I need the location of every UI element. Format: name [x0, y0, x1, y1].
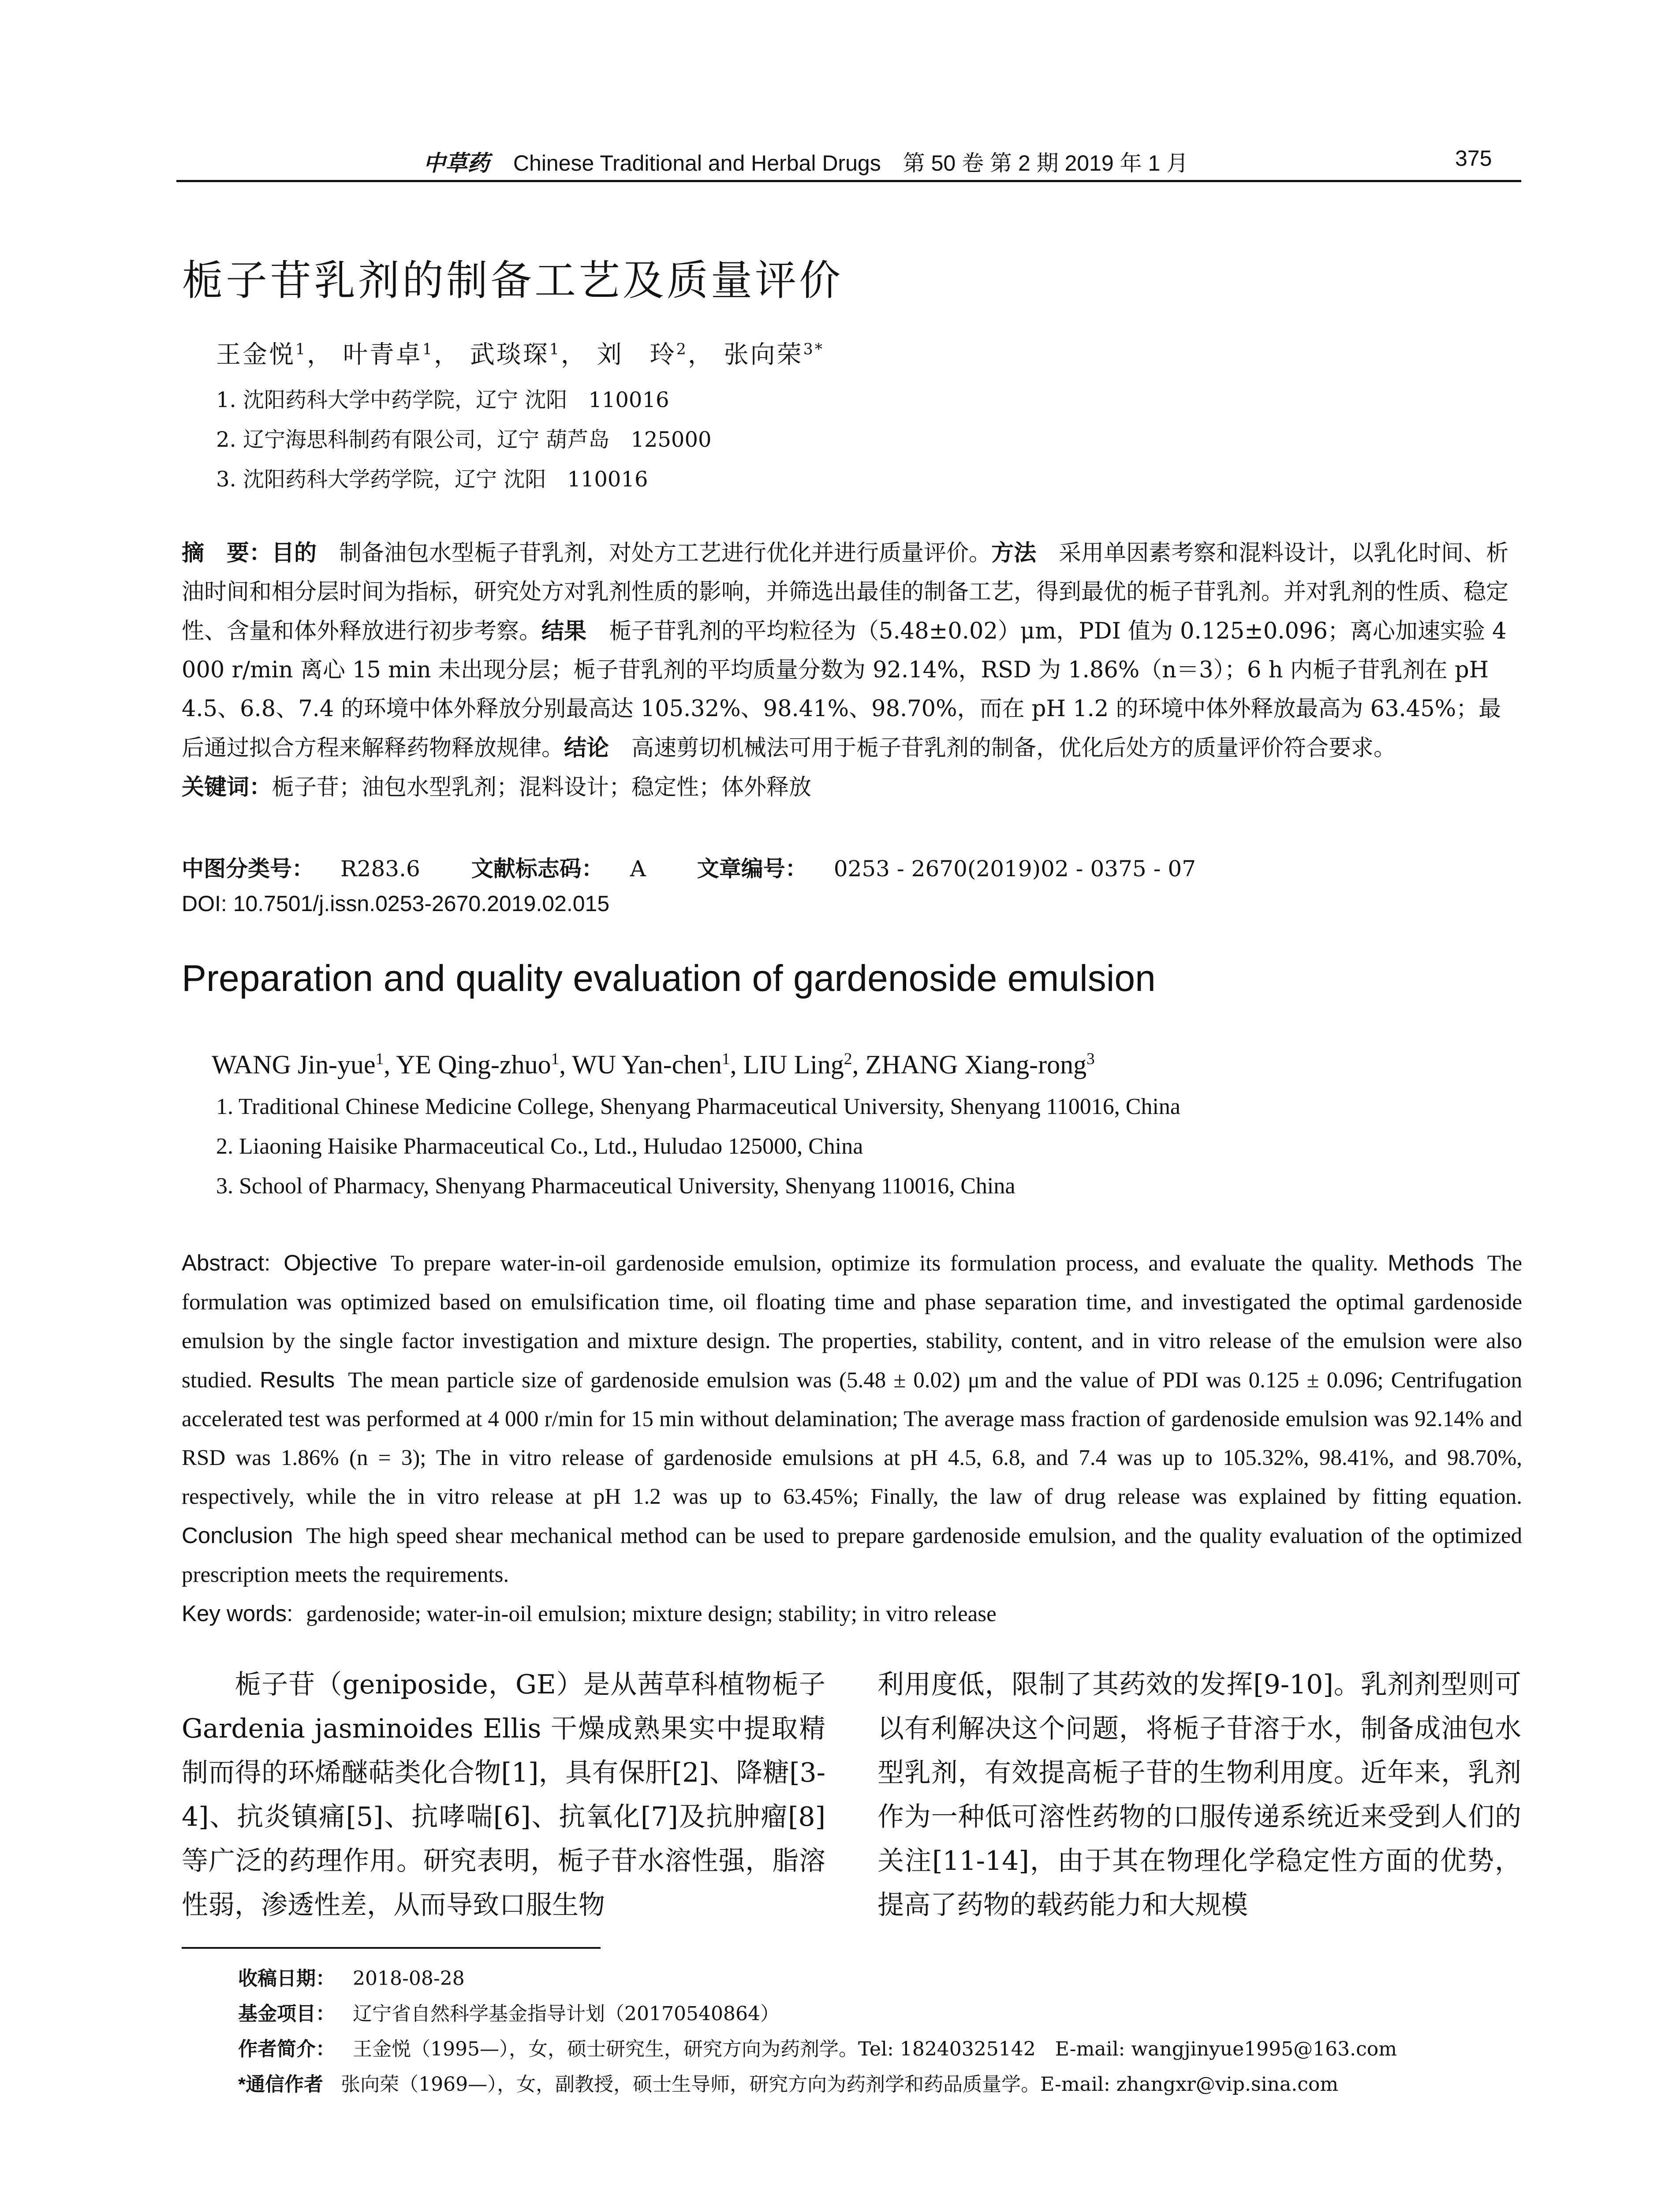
objective-en-label: Objective: [284, 1250, 377, 1275]
abstract-cn: [182, 534, 1522, 807]
body-left-column: [182, 1663, 825, 1927]
keywords-en-label: Key words:: [182, 1601, 293, 1626]
footnote-corresponding: *通信作者 张向荣（1969—），女，副教授，硕士生导师，研究方向为药剂学和药品质量学。E-mail: zhangxr@vip.sina.com: [238, 2073, 1339, 2096]
affiliation-en: 3. School of Pharmacy, Shenyang Pharmaceutical University, Shenyang 110016, China: [216, 1174, 1015, 1199]
affiliation-en: 2. Liaoning Haisike Pharmaceutical Co., Ltd., Huludao 125000, China: [216, 1134, 863, 1159]
title-cn: 栀子苷乳剂的制备工艺及质量评价: [182, 257, 844, 303]
classification-line: [182, 851, 1196, 883]
authors-cn: 王金悦$^1$， 叶青卓$^1$， 武琰琛$^1$， 刘 玲$^2$， 张向荣$^{3*}$: [216, 340, 825, 369]
author-cn: 武琰琛: [470, 340, 549, 369]
conclusion-text: 高速剪切机械法可用于栀子苷乳剂的制备，优化后处方的质量评价符合要求。: [631, 735, 1396, 761]
author-cn: 王金悦: [216, 340, 295, 369]
methods-en-text: The formulation was optimized based on emulsification time, oil floating time and phase separation time, and investigated the optimal gardenoside emulsion by the single factor investigation and mixture design. The properties, stability, content, and in vitro release of the emulsion were also studied.: [182, 1251, 1523, 1393]
author-en: YE Qing-zhuo: [396, 1050, 551, 1079]
abstract-label: 摘 要：: [182, 540, 272, 565]
author-cn: 张向荣: [724, 340, 803, 369]
results-text: 栀子苷乳剂的平均粒径为（5.48±0.02）μm，PDI 值为 0.125±0.096；离心加速实验 4 000 r/min 离心 15 min 未出现分层；栀子苷乳剂的平均质量分数为 92.14%，RSD 为 1.86%（n＝3）；6 h 内栀子苷乳剂在 pH 4.5、6.8、7.4 的环境中体外释放分别最高达 105.32%、98.41%、98.70%，而在 pH 1.2 的环境中体外释放最高为 63.45%；最后通过拟合方程来解释药物释放规律。: [182, 618, 1507, 761]
body-left-text: 栀子苷（geniposide，GE）是从茜草科植物栀子 Gardenia jasminoides Ellis 干燥成熟果实中提取精制而得的环烯醚萜类化合物[1]，具有保肝[2]、降糖[3-4]、抗炎镇痛[5]、抗哮喘[6]、抗氧化[7]及抗肿瘤[8]等广泛的药理作用。研究表明，栀子苷水溶性强，脂溶性弱，渗透性差，从而导致口服生物: [182, 1669, 825, 1921]
body-right-text: 利用度低，限制了其药效的发挥[9-10]。乳剂剂型则可以有利解决这个问题，将栀子苷溶于水，制备成油包水型乳剂，有效提高栀子苷的生物利用度。近年来，乳剂作为一种低可溶性药物的口服传递系统近来受到人们的关注[11-14]，由于其在物理化学稳定性方面的优势，提高了药物的载药能力和大规模: [877, 1669, 1521, 1921]
keywords-cn-label: 关键词：: [182, 774, 272, 800]
abstract-en: [182, 1244, 1522, 1633]
methods-text: 采用单因素考察和混料设计，以乳化时间、析油时间和相分层时间为指标，研究处方对乳剂性质的影响，并筛选出最佳的制备工艺，得到最优的栀子苷乳剂。并对乳剂的性质、稳定性、含量和体外释放进行初步考察。: [182, 540, 1509, 644]
author-en: LIU Ling: [743, 1050, 844, 1079]
article-no-label: 文章编号：: [697, 856, 807, 881]
author-en: ZHANG Xiang-rong: [865, 1050, 1087, 1079]
keywords-cn: 栀子苷；油包水型乳剂；混料设计；稳定性；体外释放: [272, 774, 812, 800]
authors-en: WANG Jin-yue$^1$, YE Qing-zhuo$^1$, WU Yan-chen$^1$, LIU Ling$^2$, ZHANG Xiang-rong$^3$: [212, 1050, 1095, 1079]
author-cn: 叶青卓: [343, 340, 422, 369]
results-label: 结果: [541, 618, 587, 643]
objective-en-text: To prepare water-in-oil gardenoside emulsion, optimize its formulation process, and evaluate the quality.: [390, 1251, 1378, 1276]
clc-value: R283.6: [340, 856, 420, 882]
footnote-fund: 基金项目： 辽宁省自然科学基金指导计划（20170540864）: [238, 2003, 780, 2025]
body-right-column: [877, 1663, 1521, 1927]
author-cn: 刘 玲: [597, 340, 676, 369]
objective-text: 制备油包水型栀子苷乳剂，对处方工艺进行优化并进行质量评价。: [339, 540, 992, 566]
affiliation-cn: 3. 沈阳药科大学药学院，辽宁 沈阳 110016: [216, 467, 648, 492]
affiliation-cn: 2. 辽宁海思科制药有限公司，辽宁 葫芦岛 125000: [216, 427, 712, 452]
running-header: [0, 146, 1680, 181]
keywords-en: gardenoside; water-in-oil emulsion; mixture design; stability; in vitro release: [306, 1602, 997, 1626]
journal-header-line: [423, 146, 1188, 177]
journal-name-volume: Chinese Traditional and Herbal Drugs 第 50 卷 第 2 期 2019 年 1 月: [513, 151, 1189, 176]
conclusion-en-text: The high speed shear mechanical method can be used to prepare gardenoside emulsion, and the quality evaluation of the optimized prescription meets the requirements.: [182, 1524, 1522, 1587]
results-en-label: Results: [260, 1367, 335, 1392]
journal-logo: 中草药: [423, 151, 489, 176]
conclusion-en-label: Conclusion: [182, 1523, 293, 1548]
abstract-en-label: Abstract:: [182, 1250, 271, 1275]
footnote-rule: [182, 1947, 601, 1949]
results-en-text: The mean particle size of gardenoside emulsion was (5.48 ± 0.02) μm and the value of PDI was 0.125 ± 0.096; Centrifugation accelerated test was performed at 4 000 r/min for 15 min without delamination; The average mass fraction of gardenoside emulsion was 92.14% and RSD was 1.86% (n = 3); The in vitro release of gardenoside emulsions at pH 4.5, 6.8, and 7.4 was up to 105.32%, 98.41%, and 98.70%, respectively, while the in vitro release at pH 1.2 was up to 63.45%; Finally, the law of drug release was explained by fitting equation.: [182, 1368, 1523, 1509]
header-rule: [176, 180, 1521, 182]
methods-label: 方法: [991, 540, 1037, 565]
affiliation-en: 1. Traditional Chinese Medicine College, Shenyang Pharmaceutical University, Shenyang 110016, China: [216, 1094, 1180, 1119]
page-number: 375: [1455, 146, 1492, 171]
footnote-received: 收稿日期： 2018-08-28: [238, 1967, 465, 1990]
footnote-author-bio: 作者简介： 王金悦（1995—），女，硕士研究生，研究方向为药剂学。Tel: 18240325142 E-mail: wangjinyue1995@163.com: [238, 2038, 1397, 2060]
article-no-value: 0253 - 2670(2019)02 - 0375 - 07: [833, 856, 1196, 882]
doc-code-label: 文献标志码：: [471, 856, 604, 881]
author-en: WANG Jin-yue: [212, 1050, 376, 1079]
methods-en-label: Methods: [1388, 1250, 1474, 1275]
objective-label: 目的: [272, 540, 317, 565]
title-en: Preparation and quality evaluation of gardenoside emulsion: [182, 957, 1156, 999]
doc-code-value: A: [630, 856, 646, 882]
conclusion-label: 结论: [564, 735, 609, 760]
clc-label: 中图分类号：: [182, 856, 314, 881]
affiliation-cn: 1. 沈阳药科大学中药学院，辽宁 沈阳 110016: [216, 388, 669, 412]
doi: DOI: 10.7501/j.issn.0253-2670.2019.02.015: [182, 891, 610, 916]
author-en: WU Yan-chen: [572, 1050, 722, 1079]
